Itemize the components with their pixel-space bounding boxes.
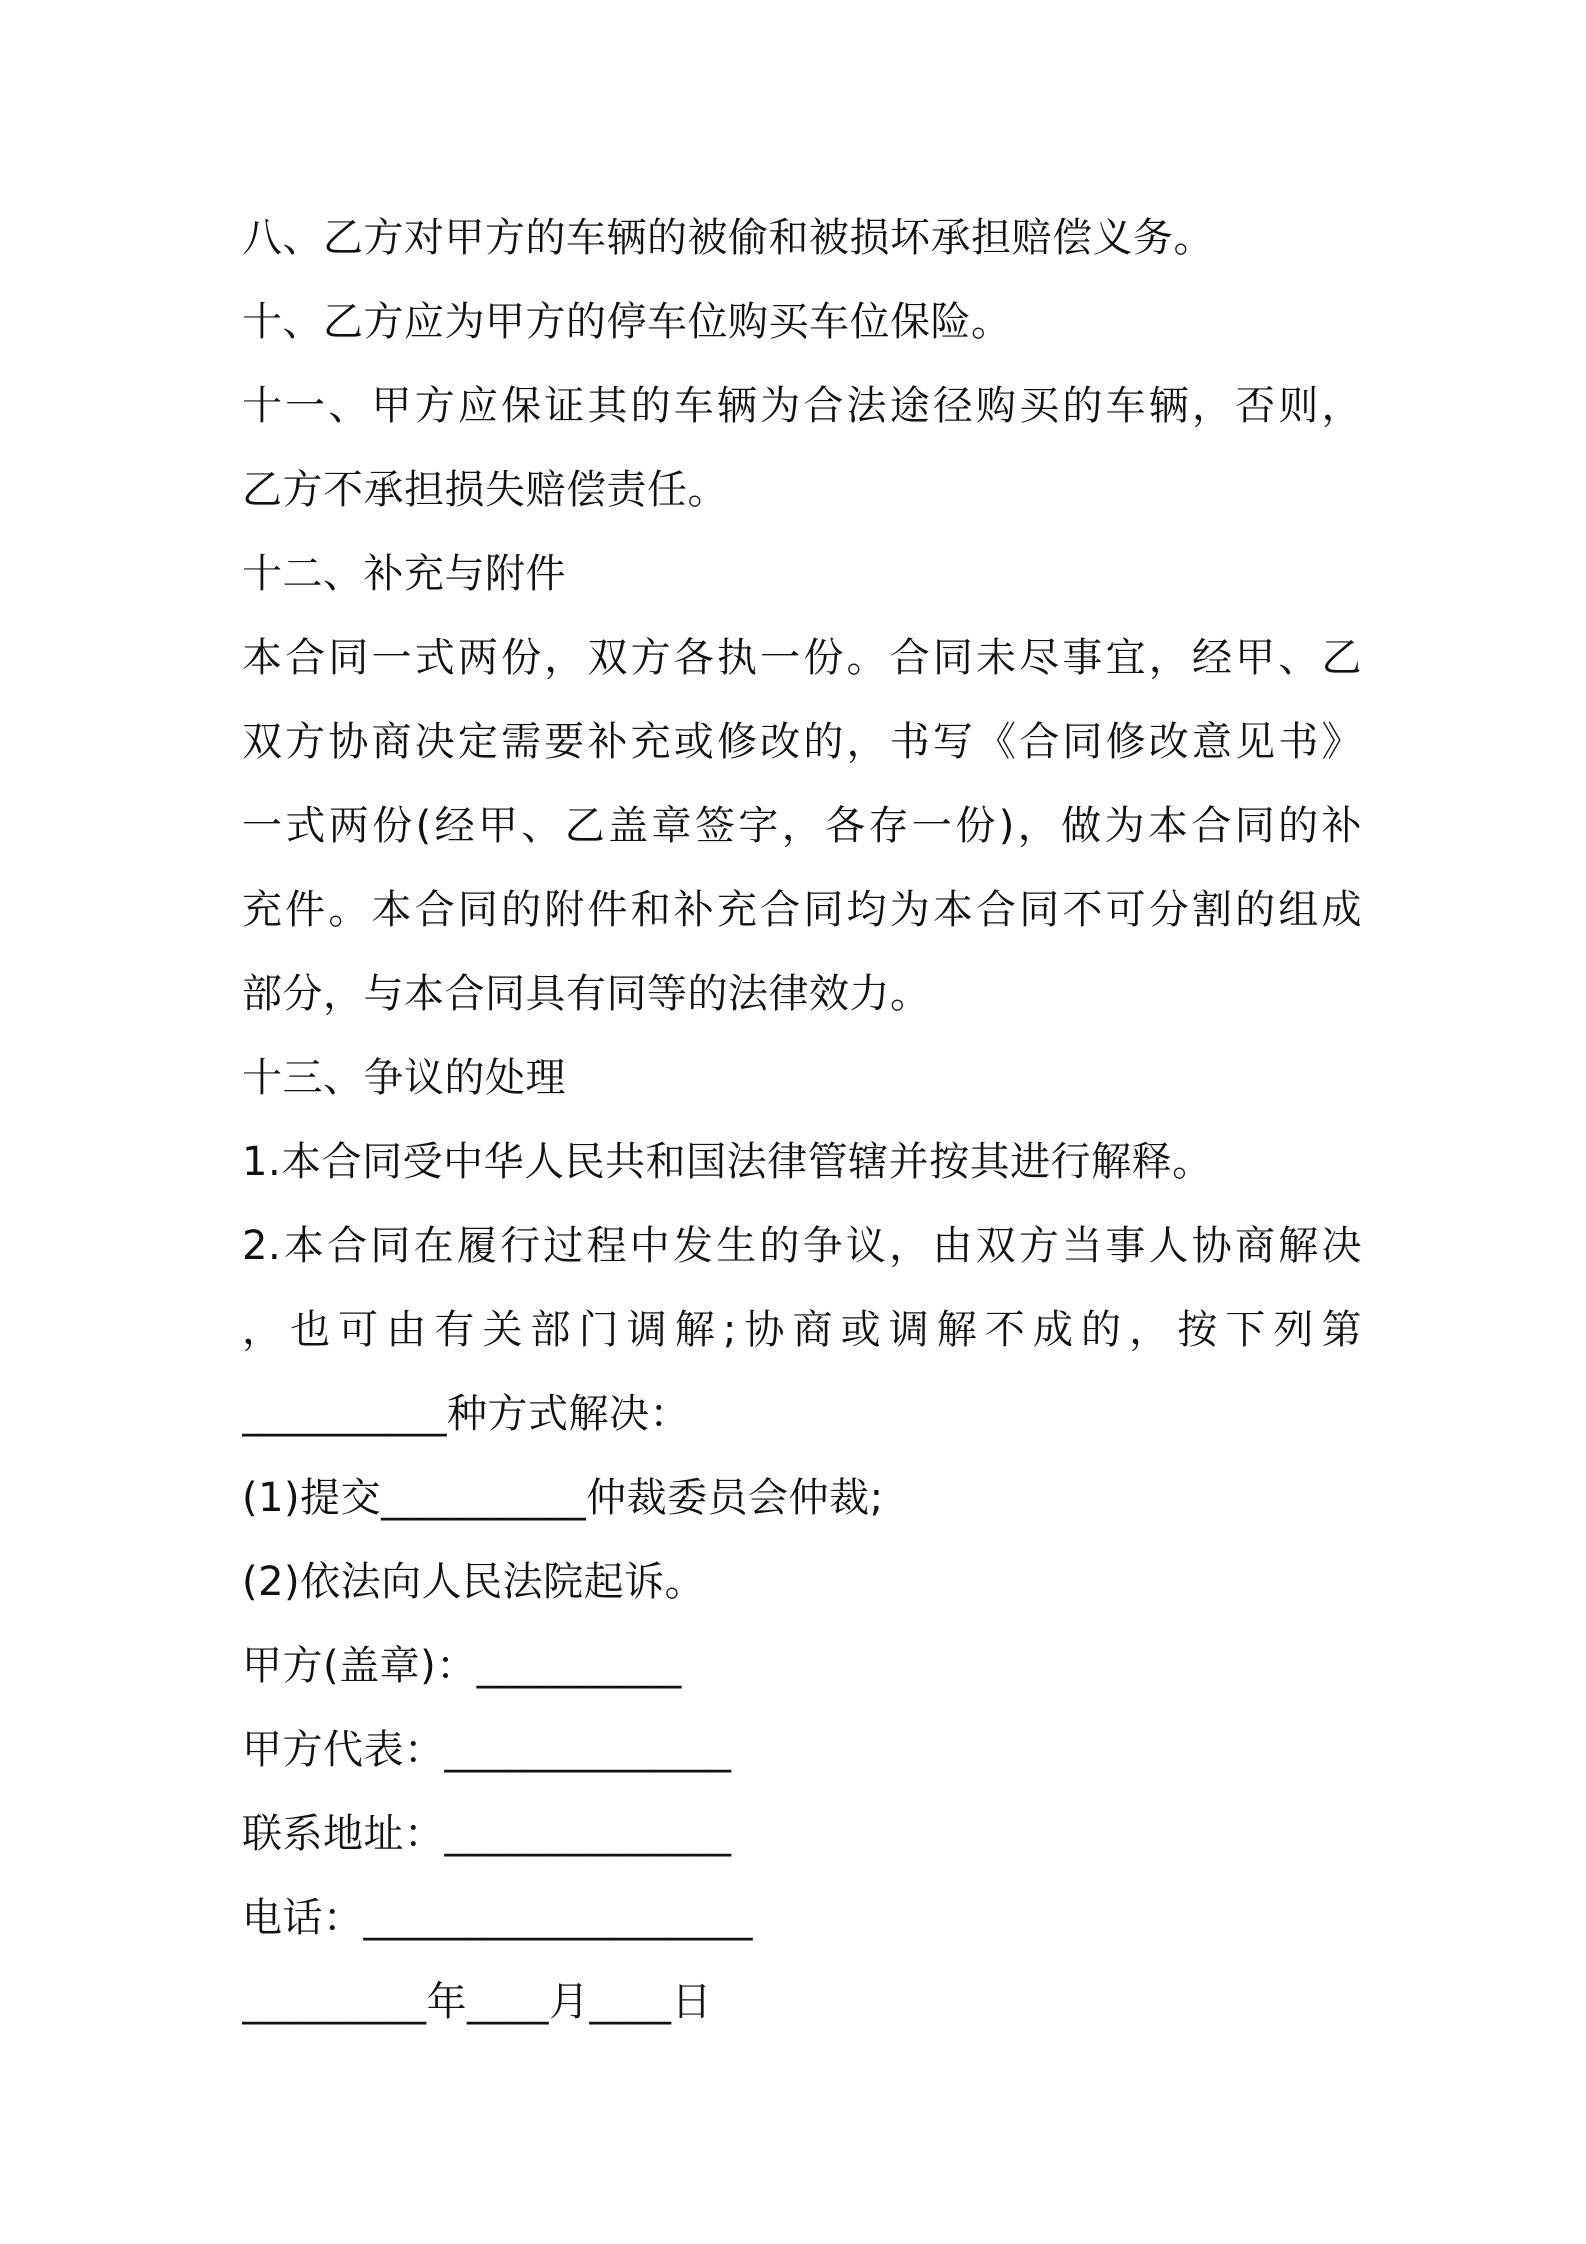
clause-11-line-1: 十一、甲方应保证其的车辆为合法途径购买的车辆，否则， xyxy=(242,383,1362,429)
arbitration-option: (1)提交__________仲裁委员会仲裁; xyxy=(242,1475,884,1521)
clause-12-paragraph-line-1: 本合同一式两份，双方各执一份。合同未尽事宜，经甲、乙 xyxy=(242,635,1362,681)
clause-13-item-2-line-1: 2.本合同在履行过程中发生的争议，由双方当事人协商解决 xyxy=(242,1223,1362,1269)
clause-13-item-2-line-2: ，也可由有关部门调解;协商或调解不成的，按下列第 xyxy=(242,1307,1362,1353)
clause-13-item-1: 1.本合同受中华人民共和国法律管辖并按其进行解释。 xyxy=(242,1139,1213,1185)
phone-field: 电话：___________________ xyxy=(242,1895,753,1941)
clause-11-line-2: 乙方不承担损失赔偿责任。 xyxy=(242,467,728,513)
document-body xyxy=(242,196,1362,2044)
party-a-representative-field: 甲方代表：______________ xyxy=(242,1727,732,1773)
clause-12-heading: 十二、补充与附件 xyxy=(242,551,566,597)
court-option: (2)依法向人民法院起诉。 xyxy=(242,1559,706,1605)
contact-address-field: 联系地址：______________ xyxy=(242,1811,732,1857)
clause-13-heading: 十三、争议的处理 xyxy=(242,1055,566,1101)
clause-8-line: 八、乙方对甲方的车辆的被偷和被损坏承担赔偿义务。 xyxy=(242,215,1214,261)
clause-12-paragraph-line-4: 充件。本合同的附件和补充合同均为本合同不可分割的组成 xyxy=(242,887,1362,933)
clause-12-paragraph-line-3: 一式两份(经甲、乙盖章签字，各存一份)，做为本合同的补 xyxy=(242,803,1362,849)
party-a-seal-field: 甲方(盖章)：__________ xyxy=(242,1643,682,1689)
clause-13-item-2-line-3: __________种方式解决： xyxy=(242,1391,690,1437)
clause-12-paragraph-line-5: 部分，与本合同具有同等的法律效力。 xyxy=(242,971,931,1017)
clause-10-line: 十、乙方应为甲方的停车位购买车位保险。 xyxy=(242,299,1012,345)
date-field: _________年____月____日 xyxy=(242,1979,712,2025)
clause-12-paragraph-line-2: 双方协商决定需要补充或修改的，书写《合同修改意见书》 xyxy=(242,719,1362,765)
